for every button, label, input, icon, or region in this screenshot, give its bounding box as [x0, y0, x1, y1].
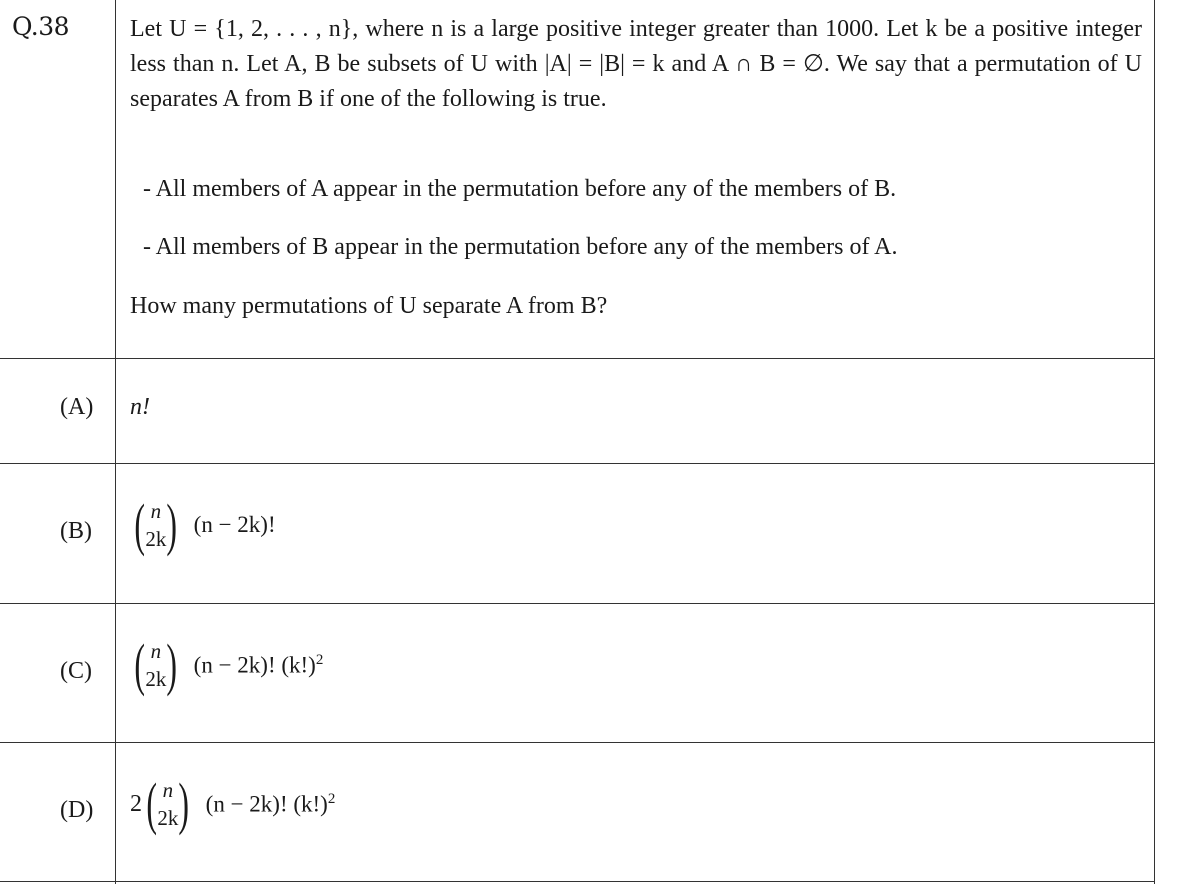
- binom-top: n: [150, 639, 162, 663]
- option-b-label[interactable]: (B): [60, 518, 92, 544]
- binom-bottom: 2k: [157, 806, 179, 830]
- row-divider: [0, 463, 1155, 464]
- option-c-rest: (n − 2k)! (k!): [193, 652, 316, 678]
- binomial: ( n 2k ): [134, 492, 178, 557]
- row-divider: [0, 881, 1155, 882]
- option-a-text: n!: [130, 394, 150, 420]
- option-c-label[interactable]: (C): [60, 658, 92, 684]
- coefficient: 2: [130, 790, 142, 817]
- option-b-rest: (n − 2k)!: [193, 512, 276, 537]
- binom-bottom: 2k: [145, 527, 167, 551]
- row-divider: [0, 742, 1155, 743]
- binom-top: n: [150, 499, 162, 523]
- question-number: Q.38: [12, 12, 70, 41]
- row-divider: [0, 358, 1155, 359]
- exponent: 2: [327, 790, 336, 807]
- option-d-answer[interactable]: [130, 771, 336, 836]
- exponent: 2: [315, 651, 324, 668]
- option-d-label[interactable]: (D): [60, 797, 94, 823]
- option-a-label[interactable]: (A): [60, 394, 94, 420]
- binom-bottom: 2k: [145, 667, 167, 691]
- row-divider: [0, 603, 1155, 604]
- question-stem: [130, 12, 1142, 117]
- question-prompt: How many permutations of U separate A from B?: [130, 293, 608, 319]
- right-border: [1154, 0, 1155, 884]
- column-divider: [115, 0, 116, 884]
- option-b-answer[interactable]: [130, 492, 276, 557]
- condition-bullet: - All members of B appear in the permutation before any of the members of A.: [143, 234, 898, 260]
- option-c-answer[interactable]: [130, 632, 324, 697]
- binom-top: n: [162, 778, 174, 802]
- condition-bullet: - All members of A appear in the permutation before any of the members of B.: [143, 176, 897, 202]
- binomial: ( n 2k ): [146, 771, 190, 836]
- option-a-answer[interactable]: [130, 394, 150, 421]
- binomial: ( n 2k ): [134, 632, 178, 697]
- option-d-rest: (n − 2k)! (k!): [205, 791, 328, 817]
- question-intro: Let U = {1, 2, . . . , n}, where n is a large positive integer greater than 1000. Let k be a positive integer less than n. Let A, B be subsets of U with |A| = |B| = k and A ∩ B = ∅. We say that a permutation of U separates A from B if one of the following is true.: [130, 16, 1142, 112]
